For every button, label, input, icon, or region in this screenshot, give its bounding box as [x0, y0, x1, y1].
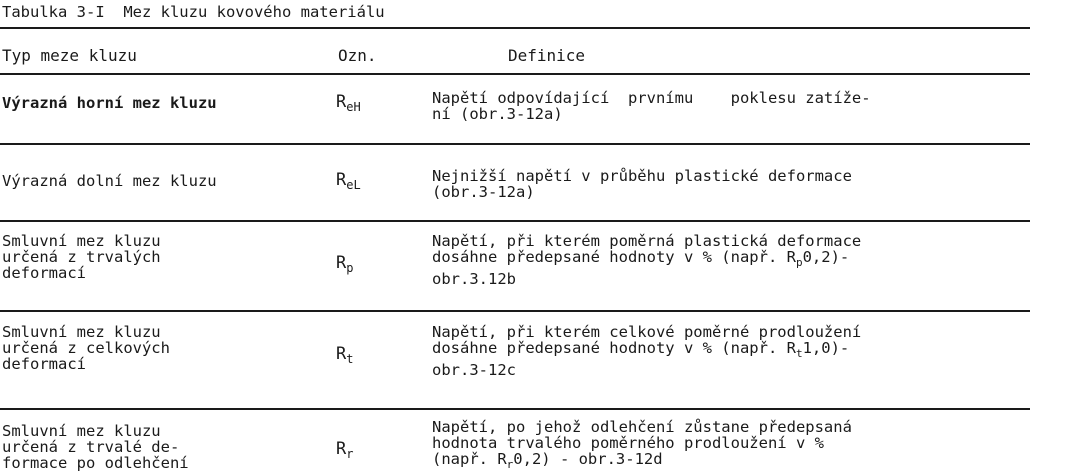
table-caption: Tabulka 3-I Mez kluzu kovového materiálu	[2, 3, 385, 21]
row-1-definition: Napětí odpovídající prvnímu poklesu zatíže- ní (obr.3-12a)	[432, 89, 871, 123]
row-4-definition: Napětí, při kterém celkové poměrné prodloužení dosáhne předepsané hodnoty v % (např. $R_t1,0)-$ obr.3-12c	[432, 323, 862, 380]
row-3-definition: Napětí, při kterém poměrná plastická deformace dosáhne předepsané hodnoty v % (např. $R_p0,2)-$ obr.3.12b	[432, 232, 862, 289]
row-5-type: Smluvní mez kluzu určená z trvalé de- formace po odlehčení	[2, 422, 189, 472]
row-2-definition: Nejnižší napětí v průběhu plastické deformace (obr.3-12a)	[432, 167, 852, 201]
row-rule	[0, 310, 1030, 312]
row-3-symbol: $R_p$	[336, 253, 354, 275]
row-4-type: Smluvní mez kluzu určená z celkových deformací	[2, 323, 170, 373]
row-rule	[0, 143, 1030, 145]
row-5-definition: Napětí, po jehož odlehčení zůstane předepsaná hodnota trvalého poměrného prodloužení v % (např. $R_r0,2) - obr.3-12d$	[432, 418, 852, 472]
row-1-symbol: $R_{eH}$	[336, 92, 361, 114]
header-symbol: Ozn.	[338, 46, 377, 65]
row-4-symbol: $R_t$	[336, 344, 354, 366]
bottom-rule	[0, 408, 1030, 410]
row-2-type: Výrazná dolní mez kluzu	[2, 172, 217, 190]
header-rule	[0, 73, 1030, 75]
row-1-type: Výrazná horní mez kluzu	[2, 94, 217, 112]
row-rule	[0, 220, 1030, 222]
header-definition: Definice	[508, 46, 586, 65]
row-2-symbol: $R_{eL}$	[336, 170, 361, 192]
row-3-type: Smluvní mez kluzu určená z trvalých deformací	[2, 232, 161, 282]
header-type: Typ meze kluzu	[2, 46, 137, 65]
top-rule	[0, 27, 1030, 29]
row-5-symbol: $R_r$	[336, 439, 354, 461]
